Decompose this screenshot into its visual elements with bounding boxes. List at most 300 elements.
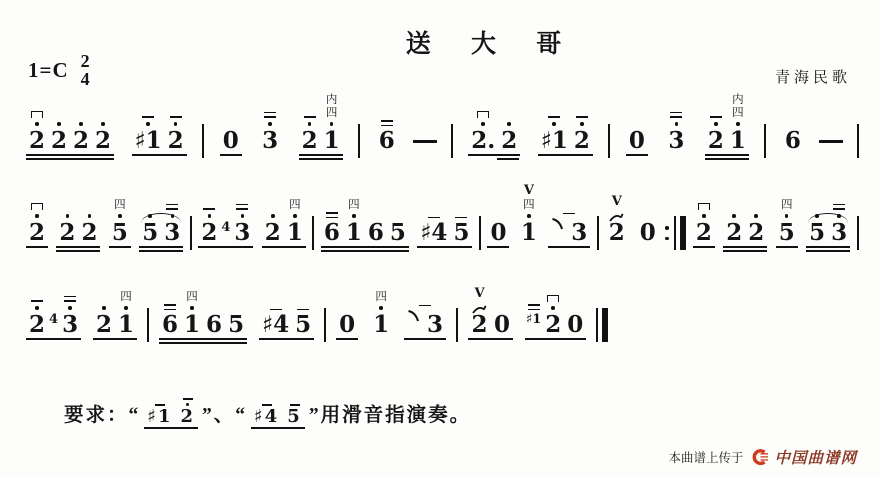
note: [542, 289, 564, 336]
note-group: [137, 204, 185, 244]
note-group: [466, 105, 522, 152]
score-line-3: [24, 274, 609, 336]
note-group: [485, 221, 511, 244]
note: [782, 129, 804, 152]
note-group: [24, 105, 116, 152]
watermark: [668, 446, 857, 468]
note-digit: 3: [426, 311, 443, 338]
note-group: [260, 199, 308, 244]
note: [283, 404, 306, 426]
site-logo: [750, 446, 857, 468]
note-digit: 0: [490, 219, 507, 246]
note: [177, 398, 200, 426]
octave-dot: [146, 122, 150, 126]
key-signature: [28, 52, 90, 89]
note-digit: 4: [221, 220, 231, 235]
note-digit: 5: [295, 311, 312, 338]
octave-dot: [580, 122, 584, 126]
octave-dot: [330, 122, 334, 126]
finger-annotation: 四: [732, 107, 744, 120]
note-digit: 2: [167, 127, 184, 154]
note: [26, 197, 48, 244]
note-group: [415, 217, 474, 244]
octave-dot: [102, 306, 106, 310]
note-digit: 1: [520, 219, 537, 246]
beam-line: [26, 154, 114, 156]
note-digit: 2: [73, 127, 90, 154]
grace-note: [220, 221, 231, 234]
note: [450, 217, 472, 244]
time-signature: [81, 52, 90, 89]
octave-dot: [57, 122, 61, 126]
beam-line: [693, 246, 715, 248]
finger-annotation: [548, 116, 560, 120]
bow-down-icon: [477, 105, 489, 118]
note: [498, 120, 520, 152]
note-group: [142, 398, 200, 426]
note: [250, 404, 283, 426]
octave-dot: [785, 214, 789, 218]
repeat-end-barline: [665, 216, 686, 250]
note: [548, 213, 590, 244]
note-group: [319, 199, 411, 244]
finger-annotation: 四: [289, 199, 301, 212]
octave-dot: [732, 214, 736, 218]
note-group: [624, 129, 650, 152]
octave-dot: [271, 214, 275, 218]
octave-dot: [174, 122, 178, 126]
bow-down-icon: [547, 289, 559, 302]
beam-line: [417, 246, 472, 248]
note-digit: 2: [707, 127, 724, 154]
note-digit: ♯1: [147, 405, 173, 427]
note-digit: 2: [264, 219, 281, 246]
grace-note: [525, 304, 542, 326]
notated-example-2: [249, 404, 307, 426]
note-digit: 2: [180, 405, 196, 427]
note: [198, 208, 220, 244]
note: [564, 313, 586, 336]
finger-annotation: [203, 208, 215, 212]
note-digit: 3: [164, 219, 181, 246]
note-group: [603, 195, 630, 244]
octave-dot: [754, 214, 758, 218]
finger-annotation: 四: [325, 107, 338, 120]
octave-dot: [379, 306, 383, 310]
octave-dot: [124, 306, 128, 310]
note-group: [297, 94, 345, 152]
beam-line: [139, 246, 183, 248]
note-group: [721, 212, 769, 244]
note: [605, 195, 628, 244]
score-line-1: [24, 90, 859, 152]
final-barline: [596, 308, 608, 342]
note-group: [691, 197, 717, 244]
beam-line: [56, 246, 100, 248]
note-digit: 2: [29, 127, 46, 154]
finger-annotation: [31, 300, 43, 304]
note: [220, 129, 242, 152]
barline: [312, 216, 314, 250]
note-digit: 2: [545, 311, 562, 338]
note-digit: ♯1: [134, 127, 162, 154]
octave-dot: [702, 214, 706, 218]
note-group: [546, 213, 592, 244]
note: [161, 204, 183, 244]
beam-line: [251, 427, 305, 429]
note-group: [249, 404, 307, 426]
beam-line: [626, 154, 648, 156]
note: [468, 105, 498, 152]
note-group: [374, 120, 400, 152]
beam-line: [109, 246, 131, 248]
note-digit: 5: [453, 219, 470, 246]
beam-line: [705, 154, 749, 156]
octave-dot: [66, 214, 70, 218]
note-group: [91, 291, 139, 336]
note-digit: ♯4: [261, 311, 290, 338]
beam-line: [220, 154, 242, 156]
note: [468, 287, 491, 336]
finger-annotation: [170, 116, 182, 120]
note-group: [257, 309, 316, 336]
note-digit: 4: [49, 312, 59, 327]
octave-dot: [675, 122, 679, 126]
barline: [147, 308, 149, 342]
note-digit: 3: [571, 219, 588, 246]
note-group: [54, 212, 102, 244]
note: [26, 105, 48, 152]
performance-note: [64, 398, 471, 428]
octave-dot: [101, 122, 105, 126]
note: [132, 116, 165, 152]
note-digit: 2: [29, 311, 46, 338]
barline: [764, 124, 766, 158]
note: [56, 212, 78, 244]
note: [321, 212, 343, 244]
finger-annotation: [142, 116, 154, 120]
beam-line: [321, 246, 409, 248]
finger-annotation: [670, 112, 682, 121]
note: [665, 112, 687, 152]
note-group: [24, 197, 50, 244]
beam-line: [198, 246, 253, 248]
barline: [451, 124, 453, 158]
note: [262, 212, 284, 244]
beam-line: [776, 246, 798, 248]
note: [225, 313, 247, 336]
note: [292, 309, 314, 336]
key-label: 1=C: [28, 57, 69, 82]
octave-dot: [35, 122, 39, 126]
octave-dot: [308, 122, 312, 126]
octave-dot: [79, 122, 83, 126]
beam-line: [336, 338, 358, 340]
finger-annotation: 四: [120, 291, 132, 304]
octave-dot: [35, 214, 39, 218]
note-digit: 2.: [471, 127, 496, 154]
note: [92, 120, 114, 152]
octave-dot: [527, 214, 531, 218]
beam-line: [525, 338, 586, 340]
octave-dot: [481, 122, 485, 126]
octave-dot: [88, 214, 92, 218]
note: [518, 184, 540, 244]
note-digit: ♯4: [254, 405, 280, 427]
beam-line: [806, 250, 850, 252]
barline: [190, 216, 192, 250]
note: [165, 116, 187, 152]
note-digit: 5: [809, 219, 826, 246]
finger-annotation: [304, 116, 316, 120]
half-note-dash: [819, 140, 843, 143]
note-digit: 2: [501, 127, 518, 154]
barline: [608, 124, 610, 158]
note-group: [804, 204, 852, 244]
note-digit: 6: [367, 219, 384, 246]
note: [343, 199, 365, 244]
note-group: [466, 287, 515, 336]
note-digit: 5: [287, 405, 302, 427]
note: [370, 291, 392, 336]
bow-up-icon: V: [523, 183, 534, 199]
grace-note: [48, 313, 59, 326]
beam-line: [159, 342, 247, 344]
octave-dot: [714, 122, 718, 126]
performance-note-suffix: ”用滑音指演奏。: [308, 405, 472, 427]
note-group: [523, 289, 588, 336]
note: [387, 221, 409, 244]
beam-line: [723, 246, 767, 248]
finger-annotation: 四: [780, 199, 793, 212]
note-digit: 6: [323, 219, 340, 246]
note-digit: 0: [567, 311, 584, 338]
note: [745, 212, 767, 244]
note: [59, 296, 81, 336]
performance-note-mid: ”、“: [202, 405, 248, 427]
note: [571, 116, 593, 152]
note: [723, 212, 745, 244]
note: [93, 304, 115, 336]
note: [231, 204, 253, 244]
finger-annotation: [64, 296, 76, 305]
octave-dot: [35, 306, 39, 310]
note: [693, 197, 715, 244]
barline: [857, 124, 859, 158]
note-group: [257, 112, 283, 152]
octave-dot: [241, 214, 245, 218]
bow-up-icon: V: [611, 194, 622, 209]
note-digit: 2: [59, 219, 76, 246]
beam-line: [321, 250, 409, 252]
note-digit: 2: [608, 219, 625, 246]
note-group: [130, 116, 189, 152]
note-digit: 0: [339, 311, 356, 338]
beam-line: [159, 338, 247, 340]
note-digit: 2: [573, 127, 590, 154]
note-digit: 2: [695, 219, 712, 246]
note-digit: 3: [831, 219, 848, 246]
note-digit: 0: [222, 127, 239, 154]
beam-line: [299, 154, 343, 156]
note: [487, 221, 509, 244]
note-group: [536, 116, 595, 152]
barline: [857, 216, 859, 250]
finger-annotation: 四: [186, 291, 198, 304]
score-line-2: [24, 182, 859, 244]
note-digit: 6: [206, 311, 223, 338]
note-digit: 6: [378, 127, 395, 154]
note: [181, 291, 203, 336]
octave-dot: [268, 122, 272, 126]
beam-line: [144, 427, 198, 429]
beam-line: [262, 246, 306, 248]
note: [336, 313, 358, 336]
notated-example-1: [142, 398, 200, 426]
beam-line: [705, 158, 749, 160]
note-digit: 2: [726, 219, 743, 246]
beam-line: [723, 250, 767, 252]
note-group: [196, 204, 255, 244]
bow-down-icon: [31, 197, 43, 210]
uploaded-by-text: 本曲谱上传于: [668, 451, 744, 465]
note-digit: 3: [262, 127, 279, 154]
finger-annotation: [710, 116, 722, 120]
note-group: [703, 94, 751, 152]
note-digit: 3: [62, 311, 79, 338]
note-digit: 2: [81, 219, 98, 246]
note-group: [774, 199, 800, 244]
note: [538, 116, 571, 152]
note-digit: 0: [639, 219, 656, 246]
beam-line: [26, 338, 81, 340]
half-note-dash: [413, 140, 437, 143]
note: [26, 300, 48, 336]
beam-line: [56, 250, 100, 252]
beam-line: [259, 338, 314, 340]
note-digit: 1: [118, 311, 135, 338]
note-digit: 3: [668, 127, 685, 154]
note-group: [24, 296, 83, 336]
finger-annotation: 四: [114, 199, 126, 212]
beam-line: [487, 246, 509, 248]
note: [78, 212, 100, 244]
note-digit: 2: [95, 311, 112, 338]
note: [109, 199, 131, 244]
note: [48, 120, 70, 152]
finger-annotation: 四: [348, 199, 360, 212]
note: [705, 116, 727, 152]
note-digit: 2: [95, 127, 112, 154]
note-digit: 1: [345, 219, 362, 246]
note-digit: ♯1: [540, 127, 568, 154]
note: [404, 305, 446, 336]
music-score-logo-icon: [750, 448, 771, 466]
note: [321, 94, 343, 152]
note-group: [334, 313, 360, 336]
beam-line: [26, 158, 114, 160]
note-digit: 2: [301, 127, 318, 154]
note-digit: 2: [51, 127, 68, 154]
slide-down-icon: [407, 309, 420, 328]
octave-dot: [68, 306, 72, 310]
site-name: 中国曲谱网: [774, 450, 857, 467]
note: [491, 313, 513, 336]
note-digit: 0: [628, 127, 645, 154]
bow-up-icon: V: [474, 286, 485, 301]
beam-line: [299, 158, 343, 160]
octave-dot: [507, 122, 511, 126]
barline: [202, 124, 204, 158]
note: [259, 309, 292, 336]
note-group: [780, 129, 806, 152]
beam-line: [468, 338, 513, 340]
octave-dot: [190, 306, 194, 310]
note-digit: 5: [111, 219, 128, 246]
finger-annotation: [264, 112, 276, 121]
octave-dot: [293, 214, 297, 218]
note: [637, 221, 659, 244]
note: [727, 94, 749, 152]
beam-line: [132, 154, 187, 156]
octave-dot: [736, 122, 740, 126]
note: [626, 129, 648, 152]
note: [776, 199, 798, 244]
note-group: [663, 112, 689, 152]
note-digit: 2: [201, 219, 218, 246]
barline: [358, 124, 360, 158]
octave-dot: [208, 214, 212, 218]
beam-line: [139, 250, 183, 252]
barline: [456, 308, 458, 342]
inner-string-annotation: 内: [732, 93, 744, 106]
page-title: 送 大 哥: [405, 31, 579, 58]
note: [70, 120, 92, 152]
note-group: [107, 199, 133, 244]
beam-line: [806, 246, 850, 248]
note-digit: 1: [323, 127, 340, 154]
note-digit: 6: [784, 127, 801, 154]
finger-annotation: 四: [523, 199, 535, 212]
bow-down-icon: [31, 105, 43, 118]
slide-down-icon: [551, 217, 564, 236]
finger-annotation: [833, 204, 845, 213]
finger-annotation: [166, 204, 178, 213]
barline: [479, 216, 481, 250]
note: [115, 291, 137, 336]
note-group: [157, 291, 249, 336]
note-digit: 5: [778, 219, 795, 246]
note-digit: 0: [494, 311, 511, 338]
finger-annotation: [236, 204, 248, 213]
note-group: [402, 305, 448, 336]
score: [24, 90, 859, 366]
note: [376, 120, 398, 152]
note-digit: 5: [142, 219, 159, 246]
note: [299, 116, 321, 152]
note: [828, 204, 850, 244]
barline: [597, 216, 599, 250]
note: [259, 112, 281, 152]
note: [417, 217, 450, 244]
note: [159, 304, 181, 336]
note-digit: 5: [389, 219, 406, 246]
note-digit: 5: [228, 311, 245, 338]
beam-line: [548, 246, 590, 248]
time-bottom: 4: [80, 69, 90, 90]
note-group: [635, 221, 661, 244]
octave-dot: [352, 214, 356, 218]
